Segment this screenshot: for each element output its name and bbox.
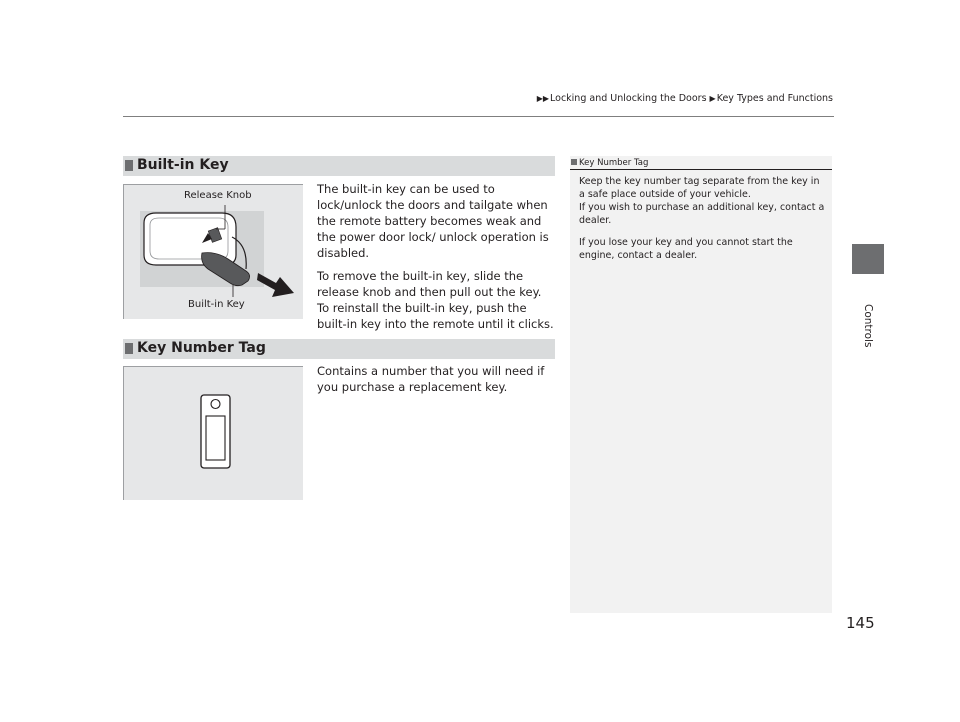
breadcrumb (537, 93, 833, 104)
double-triangle-icon: ▶▶ (536, 94, 549, 103)
key-number-tag-body (317, 363, 557, 402)
section-marker-icon (125, 160, 133, 171)
sidebar-title-text: Key Number Tag (579, 158, 649, 168)
sidebar-note (570, 156, 832, 613)
breadcrumb-item-locking[interactable]: Locking and Unlocking the Doors (550, 93, 707, 104)
release-knob-callout: Release Knob (184, 190, 252, 201)
section-heading-text: Built-in Key (137, 157, 229, 173)
builtin-key-body (317, 181, 557, 339)
key-number-tag-figure (123, 366, 303, 500)
sidebar-title (571, 158, 648, 168)
section-heading-builtin-key (123, 156, 555, 176)
note-marker-icon (571, 159, 577, 165)
triangle-icon: ▶ (709, 94, 716, 103)
sidebar-note-body (579, 175, 827, 271)
paragraph: The built-in key can be used to lock/unlock the doors and tailgate when the remote battery becomes weak and the power door lock/ unlock operation is disabled. (317, 182, 549, 260)
builtin-key-figure (123, 184, 303, 319)
sidebar-rule (570, 169, 832, 170)
header-rule (123, 116, 834, 117)
key-tag-illustration (124, 367, 304, 501)
section-heading-key-number-tag (123, 339, 555, 359)
section-heading-text: Key Number Tag (137, 340, 266, 356)
note-line: If you lose your key and you cannot start the engine, contact a dealer. (579, 237, 793, 261)
note-line: If you wish to purchase an additional key, contact a dealer. (579, 202, 825, 226)
paragraph: To remove the built-in key, slide the release knob and then pull out the key. To reinstall the built-in key, push the built-in key into the remote until it clicks. (317, 269, 554, 331)
chapter-tab-marker (852, 244, 884, 274)
breadcrumb-item-key-types[interactable]: Key Types and Functions (716, 93, 833, 104)
paragraph: Contains a number that you will need if you purchase a replacement key. (317, 364, 545, 394)
note-line: Keep the key number tag separate from the key in a safe place outside of your vehicle. (579, 176, 820, 200)
page-number: 145 (846, 614, 875, 632)
section-marker-icon (125, 343, 133, 354)
chapter-tab-label: Controls (862, 304, 874, 348)
builtin-key-callout: Built-in Key (188, 299, 245, 310)
